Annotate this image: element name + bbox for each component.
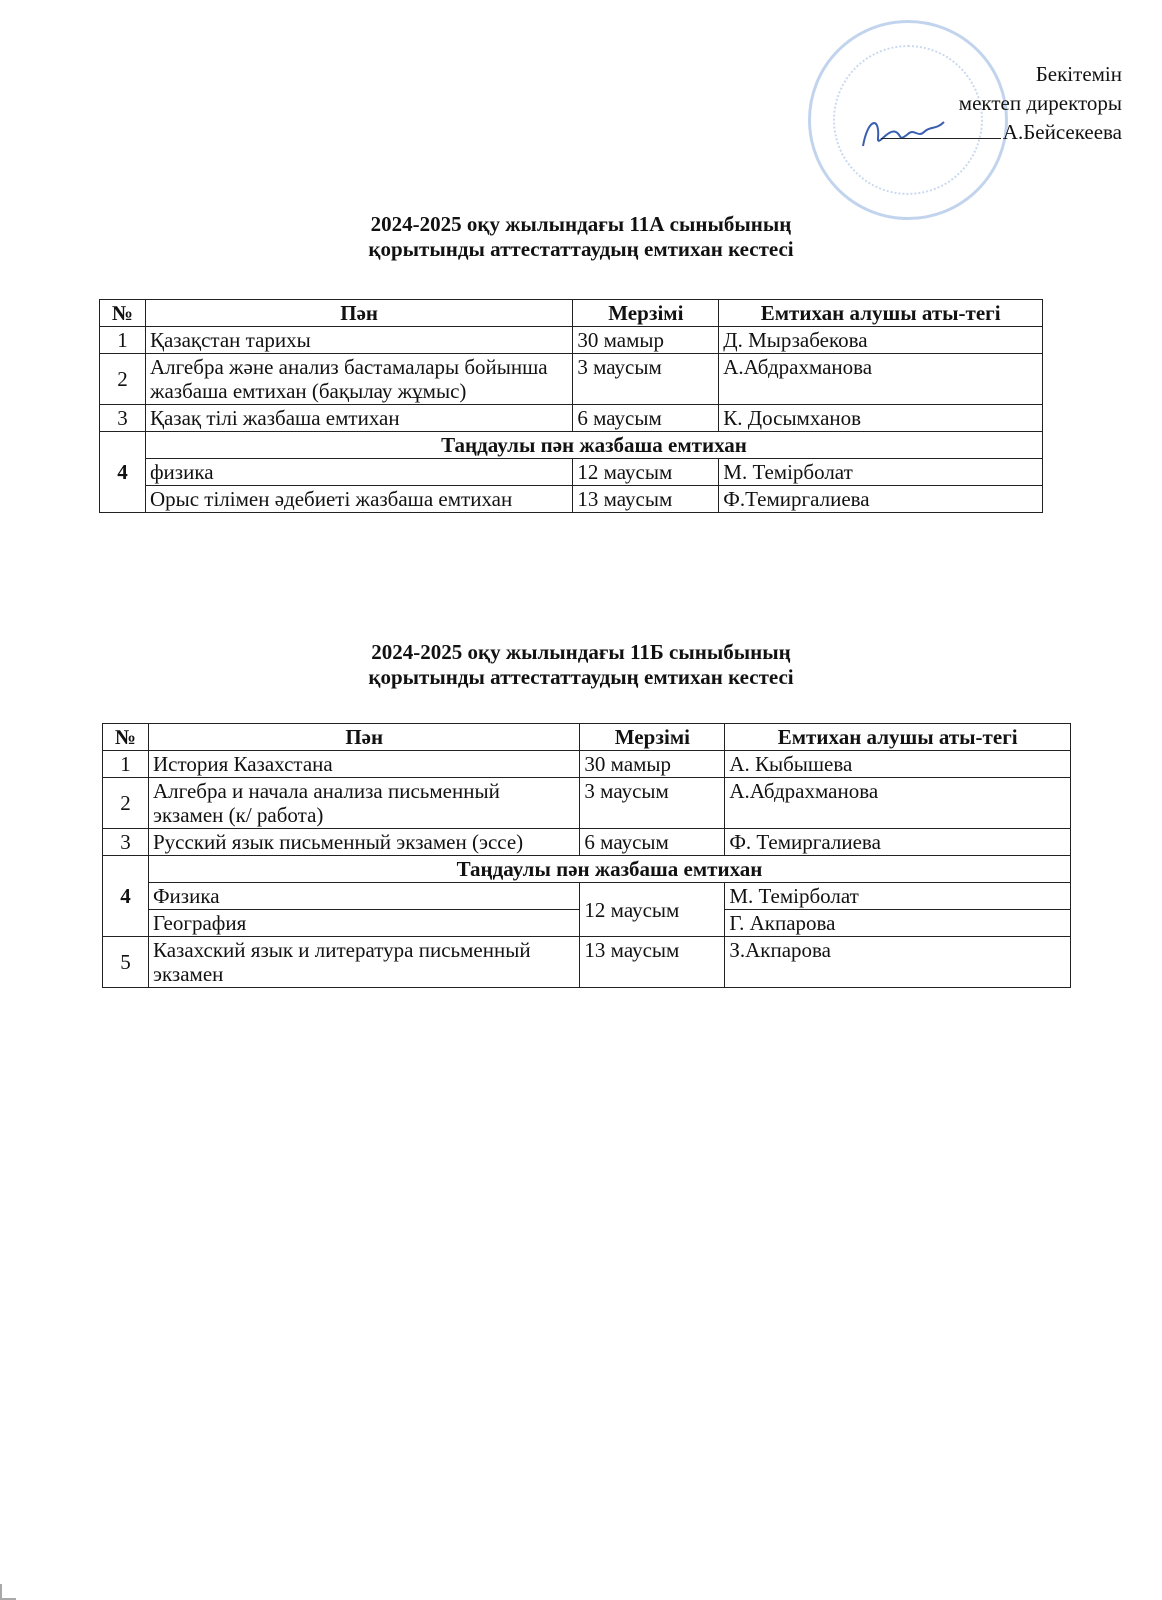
row-subject: Казахский язык и литература письменный экзамен — [148, 937, 579, 988]
row-date: 30 мамыр — [573, 327, 719, 354]
table-header-row — [103, 724, 1071, 751]
row-examiner: К. Досымханов — [719, 405, 1043, 432]
elective-group-num: 4 — [103, 856, 149, 937]
row-subject: Физика — [148, 883, 579, 910]
elective-group-header-row — [103, 856, 1071, 883]
row-examiner: Г. Акпарова — [725, 910, 1071, 937]
row-date: 13 маусым — [580, 937, 725, 988]
table-row — [100, 327, 1043, 354]
director-name: А.Бейсекеева — [1002, 120, 1122, 144]
section-a-title-line1: 2024-2025 оқу жылындағы 11А сыныбының — [370, 212, 792, 236]
row-examiner: А.Абдрахманова — [725, 778, 1071, 829]
table-row — [103, 778, 1071, 829]
section-b-title — [0, 640, 1162, 690]
row-subject: Орыс тілімен әдебиеті жазбаша емтихан — [145, 486, 572, 513]
elective-group-header-row — [100, 432, 1043, 459]
header-date: Мерзімі — [580, 724, 725, 751]
row-subject: Русский язык письменный экзамен (эссе) — [148, 829, 579, 856]
table-row — [103, 751, 1071, 778]
row-date: 30 мамыр — [580, 751, 725, 778]
row-subject: физика — [145, 459, 572, 486]
header-num: № — [103, 724, 149, 751]
row-examiner: А. Кыбышева — [725, 751, 1071, 778]
row-num: 2 — [103, 778, 149, 829]
row-num: 2 — [100, 354, 146, 405]
elective-group-title: Таңдаулы пән жазбаша емтихан — [148, 856, 1070, 883]
table-row — [103, 829, 1071, 856]
row-examiner: М. Темірболат — [719, 459, 1043, 486]
row-date: 3 маусым — [580, 778, 725, 829]
scan-corner-mark — [0, 1584, 16, 1600]
table-row — [100, 486, 1043, 513]
row-subject: Қазақстан тарихы — [145, 327, 572, 354]
table-row — [100, 354, 1043, 405]
table-row — [100, 405, 1043, 432]
signature-line — [881, 120, 1001, 139]
header-subject: Пән — [145, 300, 572, 327]
row-num: 3 — [103, 829, 149, 856]
header-num: № — [100, 300, 146, 327]
row-subject: Қазақ тілі жазбаша емтихан — [145, 405, 572, 432]
row-subject: История Казахстана — [148, 751, 579, 778]
row-num: 1 — [100, 327, 146, 354]
row-examiner: Ф.Темиргалиева — [719, 486, 1043, 513]
row-examiner: М. Темірболат — [725, 883, 1071, 910]
table-row — [103, 883, 1071, 910]
header-date: Мерзімі — [573, 300, 719, 327]
row-subject: Алгебра және анализ бастамалары бойынша жазбаша емтихан (бақылау жұмыс) — [145, 354, 572, 405]
section-a-title-line2: қорытынды аттестаттаудың емтихан кестесі — [368, 237, 794, 261]
row-subject: Алгебра и начала анализа письменный экзамен (к/ работа) — [148, 778, 579, 829]
header-examiner: Емтихан алушы аты-тегі — [725, 724, 1071, 751]
section-b-title-line1: 2024-2025 оқу жылындағы 11Б сыныбының — [371, 640, 791, 664]
row-subject: География — [148, 910, 579, 937]
approval-line-2: мектеп директоры — [958, 91, 1122, 115]
table-row — [100, 459, 1043, 486]
table-header-row — [100, 300, 1043, 327]
schedule-table-11b — [102, 723, 1071, 988]
row-examiner: З.Акпарова — [725, 937, 1071, 988]
row-date: 6 маусым — [580, 829, 725, 856]
row-examiner: А.Абдрахманова — [719, 354, 1043, 405]
row-num: 1 — [103, 751, 149, 778]
schedule-table-11a — [99, 299, 1043, 513]
elective-group-num: 4 — [100, 432, 146, 513]
row-date-shared: 12 маусым — [580, 883, 725, 937]
header-examiner: Емтихан алушы аты-тегі — [719, 300, 1043, 327]
approval-line-1: Бекітемін — [1035, 62, 1122, 86]
row-date: 12 маусым — [573, 459, 719, 486]
approval-block — [881, 60, 1122, 147]
section-b-title-line2: қорытынды аттестаттаудың емтихан кестесі — [368, 665, 794, 689]
row-examiner: Ф. Темиргалиева — [725, 829, 1071, 856]
row-examiner: Д. Мырзабекова — [719, 327, 1043, 354]
elective-group-title: Таңдаулы пән жазбаша емтихан — [145, 432, 1042, 459]
table-row — [103, 937, 1071, 988]
approval-name-line — [881, 118, 1122, 147]
header-subject: Пән — [148, 724, 579, 751]
row-num: 3 — [100, 405, 146, 432]
section-a-title — [0, 212, 1162, 262]
row-date: 13 маусым — [573, 486, 719, 513]
row-date: 6 маусым — [573, 405, 719, 432]
row-num: 5 — [103, 937, 149, 988]
row-date: 3 маусым — [573, 354, 719, 405]
